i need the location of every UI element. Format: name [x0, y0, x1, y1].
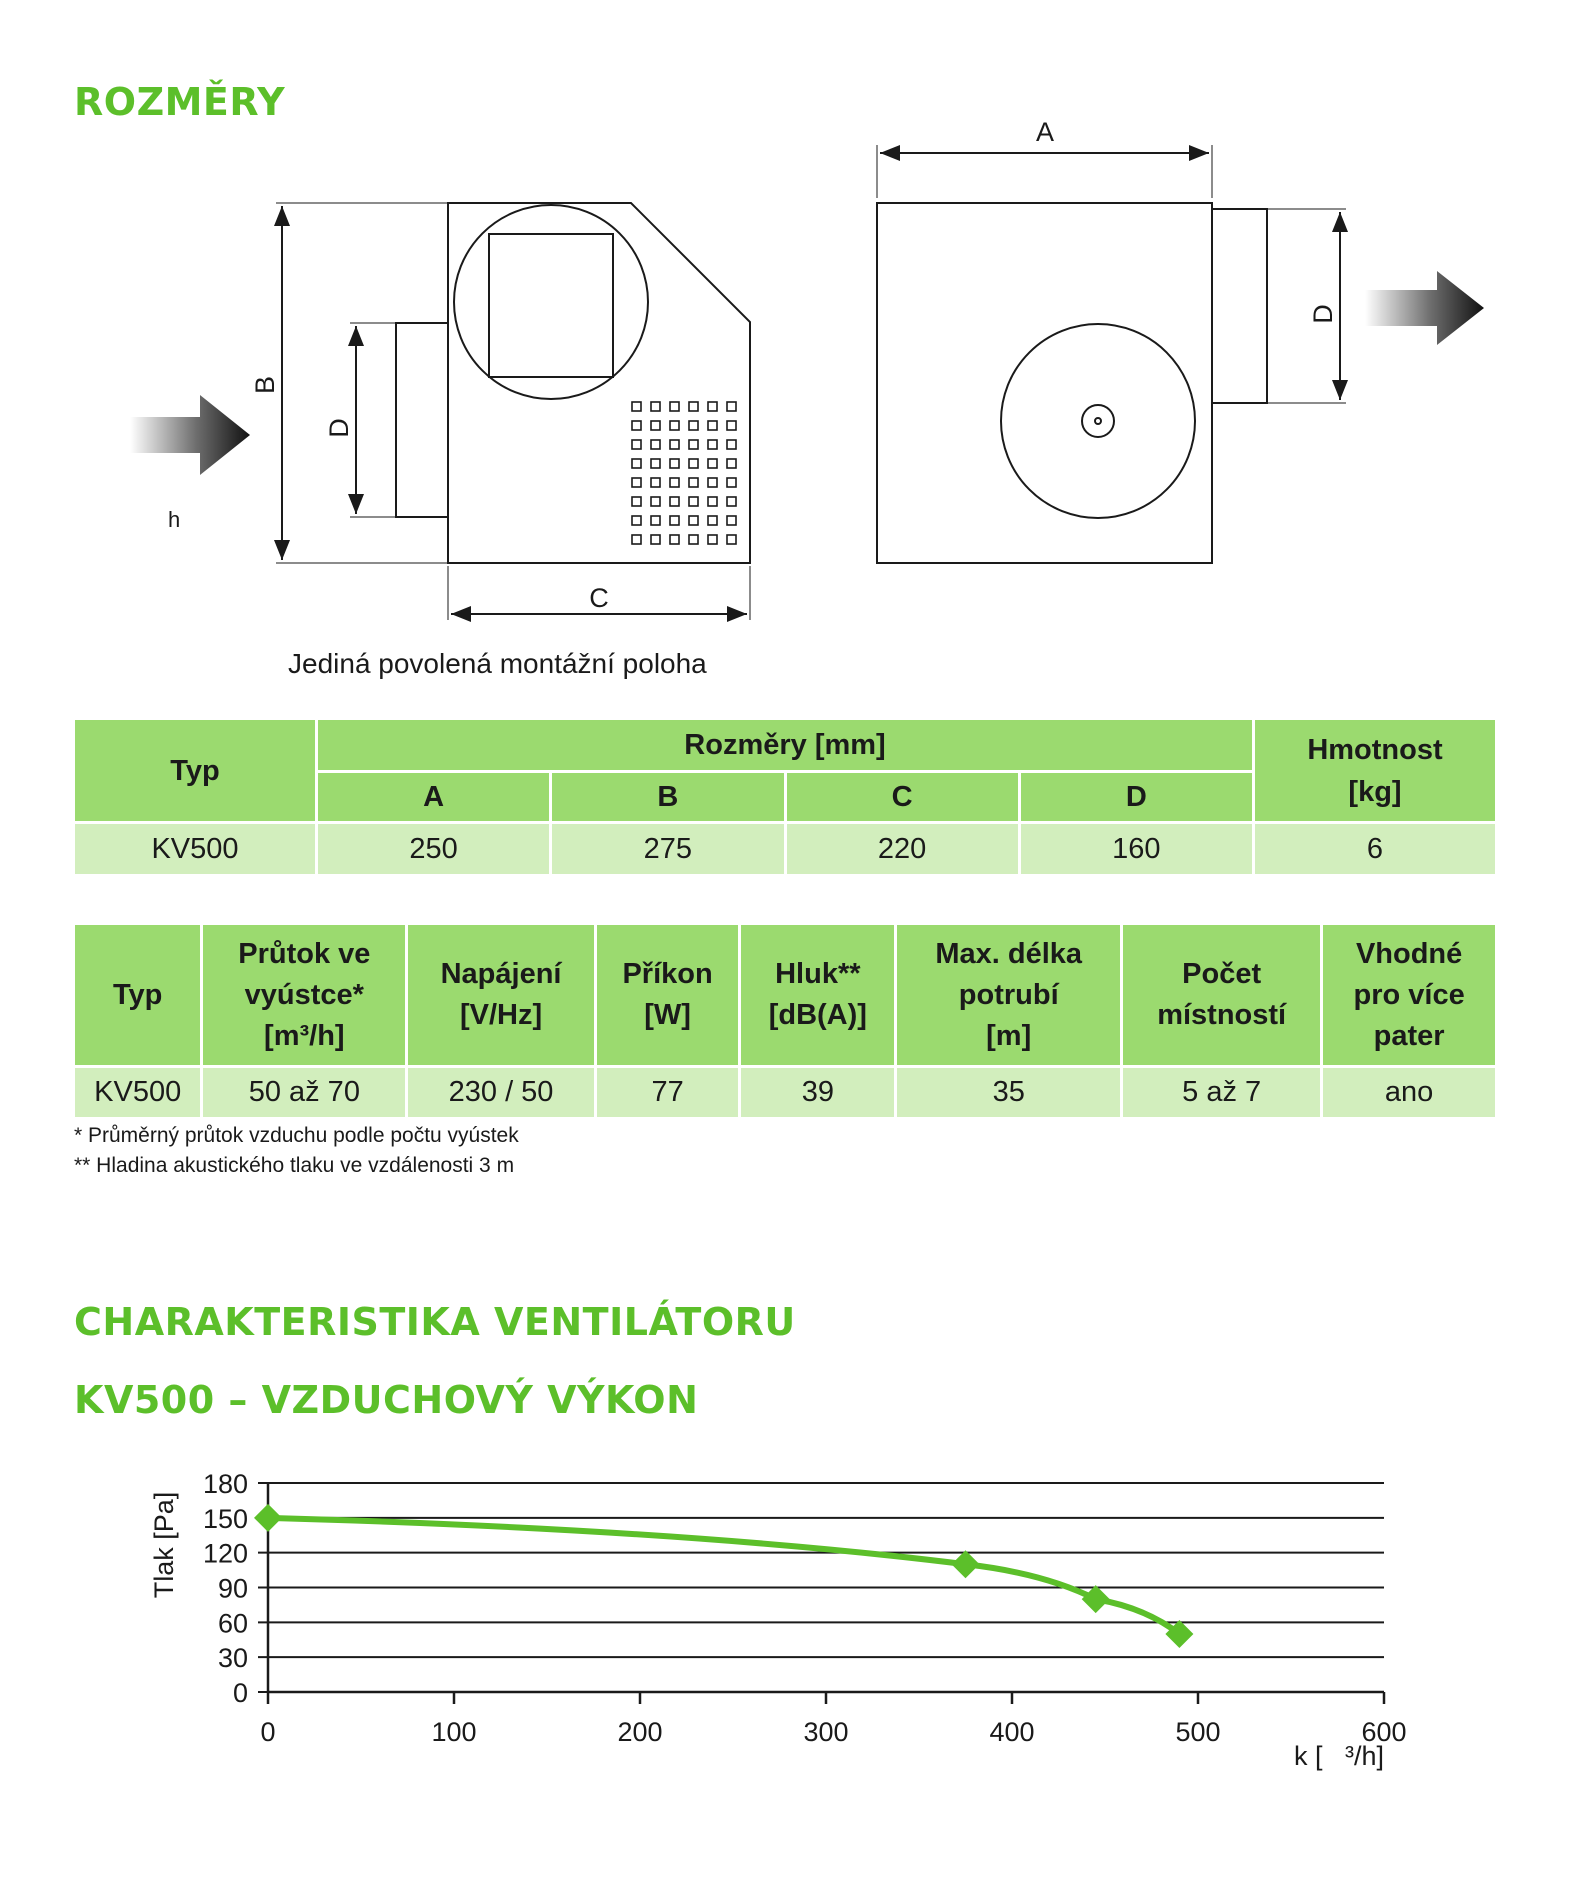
dims-cell-weight: 6 [1255, 824, 1495, 874]
chart-y-tick-label: 60 [217, 1608, 248, 1639]
dims-header-c: C [787, 773, 1018, 821]
params-header-typ: Typ [75, 925, 200, 1065]
chart-y-tick-label: 90 [217, 1573, 248, 1604]
chart-x-tick-label: 100 [431, 1717, 477, 1747]
label-d-right: D [1308, 304, 1338, 324]
params-header-room-count: Počet místností [1123, 925, 1320, 1065]
dims-cell-typ: KV500 [75, 824, 315, 874]
chart-data-point [952, 1550, 980, 1578]
params-header-input-power: Příkon [W] [597, 925, 738, 1065]
dims-cell-a: 250 [318, 824, 549, 874]
label-a: A [1035, 117, 1055, 147]
chart-x-tick-label: 300 [803, 1717, 849, 1747]
chart-x-tick-label: 0 [260, 1717, 276, 1747]
chart-data-point [254, 1504, 282, 1532]
table-row [75, 1068, 1495, 1117]
chart-y-tick-label: 0 [232, 1678, 248, 1708]
chart-x-tick-label: 200 [617, 1717, 663, 1747]
label-c: C [589, 583, 609, 613]
chart-data-point [1165, 1620, 1193, 1648]
chart-y-tick-label: 120 [202, 1538, 248, 1569]
dims-header-typ: Typ [75, 720, 315, 821]
params-cell-flow: 50 až 70 [203, 1068, 405, 1117]
footnote-noise: ** Hladina akustického tlaku ve vzdálenosti 3 m [74, 1154, 515, 1177]
unit-side-outline [448, 203, 750, 563]
chart-series-line [268, 1518, 1179, 1634]
inlet-duct [396, 323, 448, 517]
dims-cell-c: 220 [787, 824, 1018, 874]
params-header-noise: Hluk** [dB(A)] [741, 925, 894, 1065]
params-cell-power-supply: 230 / 50 [408, 1068, 594, 1117]
label-h: h [168, 507, 181, 532]
label-d-left: D [324, 418, 354, 438]
params-cell-max-duct-length: 35 [897, 1068, 1120, 1117]
dims-cell-d: 160 [1021, 824, 1252, 874]
section-subtitle-air-performance: KV500 – VZDUCHOVÝ VÝKON [74, 1378, 699, 1422]
chart-series [254, 1504, 1193, 1648]
chart-y-tick-label: 150 [202, 1503, 248, 1534]
params-cell-multi-floor: ano [1323, 1068, 1495, 1117]
dims-header-weight: Hmotnost [kg] [1255, 720, 1495, 821]
chart-y-axis-label: Tlak [Pa] [149, 1491, 179, 1599]
drawing-caption: Jediná povolená montážní poloha [288, 648, 707, 679]
outlet-duct [1212, 209, 1267, 403]
params-header-flow: Průtok ve vyústce* [m³/h] [203, 925, 405, 1065]
dimensions-table [72, 717, 1498, 877]
footnote-flow: * Průměrný průtok vzduchu podle počtu vyústek [74, 1124, 519, 1147]
dimension-drawing [0, 0, 1571, 700]
chart-y-tick-label: 30 [217, 1643, 248, 1674]
params-header-multi-floor: Vhodné pro více pater [1323, 925, 1495, 1065]
chart-x-axis-label: k [ ³/h] [1293, 1741, 1384, 1771]
dims-header-b: B [552, 773, 783, 821]
chart-y-tick-label: 180 [202, 1469, 248, 1499]
params-header-power-supply: Napájení [V/Hz] [408, 925, 594, 1065]
params-cell-room-count: 5 až 7 [1123, 1068, 1320, 1117]
dims-cell-b: 275 [552, 824, 783, 874]
params-cell-typ: KV500 [75, 1068, 200, 1117]
outflow-arrow-icon [1365, 271, 1484, 345]
table-row [75, 824, 1495, 874]
chart-x-tick-label: 600 [1361, 1717, 1407, 1747]
params-header-max-duct-length: Max. délka potrubí [m] [897, 925, 1120, 1065]
label-b: B [250, 375, 280, 395]
chart-x-tick-label: 500 [1175, 1717, 1221, 1747]
params-cell-input-power: 77 [597, 1068, 738, 1117]
chart-ticks [203, 1469, 1407, 1747]
chart-data-point [1082, 1585, 1110, 1613]
chart-axes [268, 1483, 1384, 1704]
params-cell-noise: 39 [741, 1068, 894, 1117]
dims-header-a: A [318, 773, 549, 821]
parameters-table [72, 922, 1498, 1120]
unit-front-outline [877, 203, 1212, 563]
chart-grid [258, 1483, 1384, 1692]
dims-header-d: D [1021, 773, 1252, 821]
dims-header-group: Rozměry [mm] [318, 720, 1252, 770]
section-title-fan-characteristics: CHARAKTERISTIKA VENTILÁTORU [74, 1300, 796, 1344]
chart-x-tick-label: 400 [989, 1717, 1035, 1747]
section-title-dimensions: ROZMĚRY [74, 80, 286, 124]
inflow-arrow-icon [130, 395, 250, 475]
